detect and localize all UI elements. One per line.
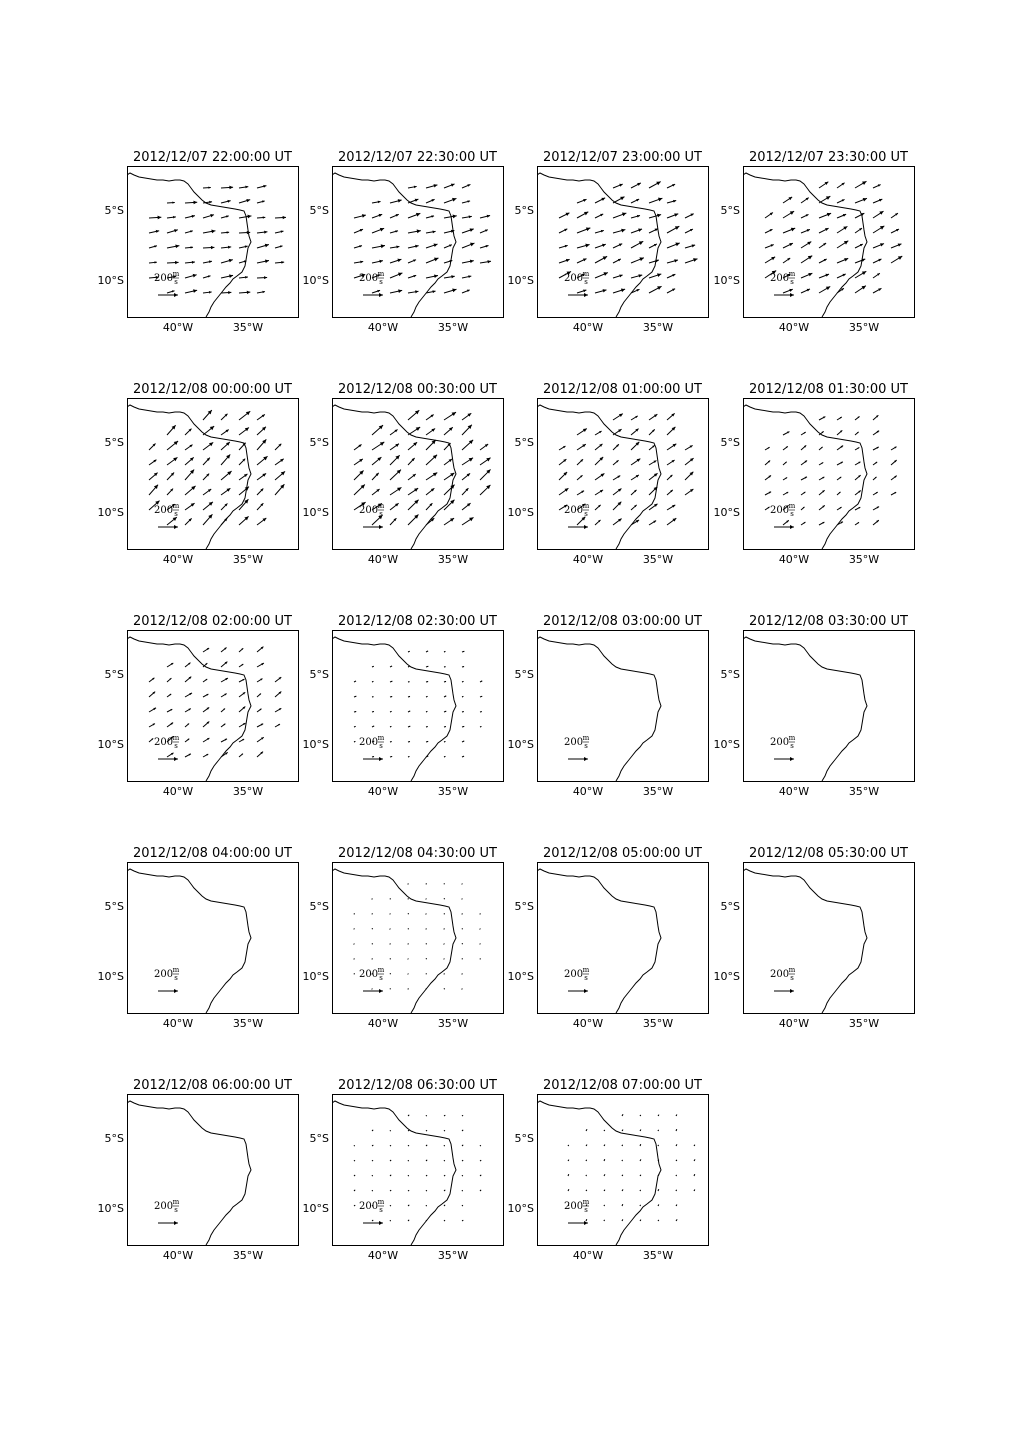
panel-title: 2012/12/08 02:00:00 UT — [132, 614, 293, 629]
quiver-key — [770, 270, 796, 297]
lon-tick-label: 35°W — [642, 553, 674, 566]
map-panel — [98, 382, 299, 566]
coastline — [127, 173, 251, 317]
lon-tick-label: 40°W — [778, 321, 810, 334]
lat-tick-label: 10°S — [97, 274, 124, 287]
svg-text:200: 200 — [770, 273, 790, 284]
lon-tick-label: 40°W — [572, 1017, 604, 1030]
svg-text:m: m — [172, 1198, 180, 1206]
lat-tick-label: 10°S — [302, 1202, 329, 1215]
lat-tick-label: 10°S — [302, 506, 329, 519]
svg-text:200: 200 — [359, 1201, 379, 1212]
panel-title: 2012/12/08 00:00:00 UT — [132, 382, 293, 397]
svg-text:s: s — [174, 278, 178, 286]
panel-frame — [744, 631, 915, 782]
lat-tick-label: 10°S — [507, 738, 534, 751]
svg-text:200: 200 — [770, 505, 790, 516]
svg-text:200: 200 — [154, 737, 174, 748]
coastline — [127, 405, 251, 549]
svg-text:s: s — [379, 974, 383, 982]
lat-tick-label: 5°S — [104, 900, 124, 913]
panel-title: 2012/12/08 00:30:00 UT — [337, 382, 498, 397]
lat-tick-label: 5°S — [104, 668, 124, 681]
lon-tick-label: 35°W — [848, 553, 880, 566]
svg-text:s: s — [379, 278, 383, 286]
lon-tick-label: 35°W — [848, 1017, 880, 1030]
lat-tick-label: 5°S — [309, 204, 329, 217]
svg-text:s: s — [790, 278, 794, 286]
quiver-key — [564, 966, 590, 993]
svg-text:m: m — [582, 1198, 590, 1206]
panel-frame — [128, 631, 299, 782]
lat-tick-label: 10°S — [713, 738, 740, 751]
lon-tick-label: 40°W — [367, 321, 399, 334]
lon-tick-label: 35°W — [232, 1017, 264, 1030]
quiver-key — [564, 1198, 590, 1225]
lon-tick-label: 40°W — [162, 1017, 194, 1030]
lon-tick-label: 35°W — [642, 785, 674, 798]
lat-tick-label: 10°S — [507, 506, 534, 519]
panel-title: 2012/12/08 04:00:00 UT — [132, 846, 293, 861]
svg-text:s: s — [174, 742, 178, 750]
panel-title: 2012/12/08 05:30:00 UT — [748, 846, 909, 861]
lon-tick-label: 35°W — [232, 321, 264, 334]
coastline — [127, 869, 251, 1013]
svg-text:s: s — [379, 1206, 383, 1214]
lat-tick-label: 10°S — [507, 970, 534, 983]
quiver-key — [154, 966, 180, 993]
lon-tick-label: 35°W — [848, 321, 880, 334]
panel-title: 2012/12/08 06:30:00 UT — [337, 1078, 498, 1093]
lon-tick-label: 40°W — [367, 553, 399, 566]
svg-text:s: s — [790, 510, 794, 518]
panel-frame — [333, 1095, 504, 1246]
lat-tick-label: 5°S — [514, 900, 534, 913]
svg-text:s: s — [379, 510, 383, 518]
lon-tick-label: 40°W — [162, 321, 194, 334]
lon-tick-label: 40°W — [778, 553, 810, 566]
quiver-key — [564, 502, 590, 529]
svg-text:s: s — [584, 974, 588, 982]
svg-text:m: m — [377, 966, 385, 974]
svg-text:m: m — [172, 270, 180, 278]
quiver-key — [359, 270, 385, 297]
lat-tick-label: 10°S — [713, 506, 740, 519]
quiver-key — [564, 270, 590, 297]
lon-tick-label: 40°W — [572, 785, 604, 798]
map-panel — [508, 382, 709, 566]
map-panel — [714, 150, 915, 334]
svg-text:200: 200 — [564, 505, 584, 516]
svg-text:200: 200 — [359, 505, 379, 516]
panel-frame — [538, 1095, 709, 1246]
svg-text:m: m — [377, 270, 385, 278]
panel-frame — [128, 167, 299, 318]
lat-tick-label: 5°S — [104, 1132, 124, 1145]
panel-frame — [333, 167, 504, 318]
panel-frame — [744, 167, 915, 318]
panel-frame — [128, 863, 299, 1014]
lon-tick-label: 40°W — [572, 553, 604, 566]
svg-text:m: m — [377, 1198, 385, 1206]
svg-text:m: m — [582, 966, 590, 974]
quiver-key — [359, 1198, 385, 1225]
coastline — [332, 173, 456, 317]
lat-tick-label: 5°S — [309, 436, 329, 449]
svg-text:m: m — [172, 502, 180, 510]
panel-title: 2012/12/07 22:00:00 UT — [132, 150, 293, 165]
lon-tick-label: 35°W — [437, 553, 469, 566]
svg-text:200: 200 — [770, 969, 790, 980]
lon-tick-label: 35°W — [437, 785, 469, 798]
lon-tick-label: 40°W — [778, 1017, 810, 1030]
lat-tick-label: 5°S — [309, 668, 329, 681]
lon-tick-label: 35°W — [642, 1249, 674, 1262]
svg-text:200: 200 — [154, 1201, 174, 1212]
lon-tick-label: 40°W — [367, 1017, 399, 1030]
lat-tick-label: 10°S — [97, 738, 124, 751]
panel-frame — [538, 167, 709, 318]
svg-text:m: m — [788, 734, 796, 742]
svg-text:200: 200 — [770, 737, 790, 748]
coastline — [537, 869, 661, 1013]
lat-tick-label: 5°S — [720, 900, 740, 913]
lon-tick-label: 40°W — [162, 785, 194, 798]
lon-tick-label: 40°W — [162, 1249, 194, 1262]
panel-frame — [333, 399, 504, 550]
quiver-key — [154, 270, 180, 297]
lat-tick-label: 10°S — [302, 274, 329, 287]
svg-text:s: s — [790, 742, 794, 750]
panel-frame — [538, 399, 709, 550]
panel-frame — [744, 399, 915, 550]
map-panel — [303, 1078, 504, 1262]
lat-tick-label: 5°S — [720, 668, 740, 681]
lat-tick-label: 10°S — [302, 738, 329, 751]
map-panel — [508, 614, 709, 798]
lon-tick-label: 40°W — [162, 553, 194, 566]
lon-tick-label: 40°W — [572, 1249, 604, 1262]
svg-text:m: m — [788, 502, 796, 510]
svg-text:m: m — [582, 734, 590, 742]
svg-text:200: 200 — [564, 969, 584, 980]
coastline — [743, 869, 867, 1013]
coastline — [332, 637, 456, 781]
svg-text:s: s — [174, 974, 178, 982]
panel-title: 2012/12/08 06:00:00 UT — [132, 1078, 293, 1093]
panel-frame — [333, 631, 504, 782]
coastline — [127, 1101, 251, 1245]
lat-tick-label: 10°S — [713, 970, 740, 983]
panel-frame — [744, 863, 915, 1014]
panel-title: 2012/12/08 05:00:00 UT — [542, 846, 703, 861]
svg-text:m: m — [582, 502, 590, 510]
panel-title: 2012/12/08 04:30:00 UT — [337, 846, 498, 861]
lat-tick-label: 10°S — [507, 274, 534, 287]
lat-tick-label: 5°S — [309, 900, 329, 913]
lat-tick-label: 5°S — [309, 1132, 329, 1145]
map-panel — [303, 382, 504, 566]
svg-text:200: 200 — [359, 969, 379, 980]
lat-tick-label: 5°S — [514, 1132, 534, 1145]
quiver-key — [770, 502, 796, 529]
map-panel — [98, 614, 299, 798]
panel-frame — [128, 1095, 299, 1246]
coastline — [332, 405, 456, 549]
lon-tick-label: 35°W — [232, 553, 264, 566]
quiver-key — [359, 734, 385, 761]
quiver-key — [154, 502, 180, 529]
lat-tick-label: 5°S — [720, 436, 740, 449]
lat-tick-label: 5°S — [514, 436, 534, 449]
lat-tick-label: 5°S — [104, 436, 124, 449]
svg-text:200: 200 — [154, 505, 174, 516]
svg-text:m: m — [172, 734, 180, 742]
svg-text:s: s — [584, 742, 588, 750]
lon-tick-label: 40°W — [367, 785, 399, 798]
panel-title: 2012/12/08 03:30:00 UT — [748, 614, 909, 629]
map-panel — [714, 382, 915, 566]
panel-title: 2012/12/08 01:30:00 UT — [748, 382, 909, 397]
lon-tick-label: 40°W — [572, 321, 604, 334]
svg-text:s: s — [790, 974, 794, 982]
panel-title: 2012/12/08 03:00:00 UT — [542, 614, 703, 629]
quiver-key — [564, 734, 590, 761]
lon-tick-label: 35°W — [437, 1249, 469, 1262]
lon-tick-label: 40°W — [778, 785, 810, 798]
svg-text:s: s — [584, 1206, 588, 1214]
svg-text:m: m — [172, 966, 180, 974]
map-panel — [508, 846, 709, 1030]
svg-text:200: 200 — [359, 273, 379, 284]
lat-tick-label: 10°S — [302, 970, 329, 983]
quiver-key — [359, 502, 385, 529]
quiver-key — [154, 734, 180, 761]
map-panel — [98, 150, 299, 334]
coastline — [332, 869, 456, 1013]
svg-text:200: 200 — [564, 1201, 584, 1212]
panel-frame — [538, 863, 709, 1014]
lon-tick-label: 35°W — [437, 321, 469, 334]
svg-text:s: s — [584, 510, 588, 518]
svg-text:m: m — [377, 502, 385, 510]
lon-tick-label: 35°W — [642, 1017, 674, 1030]
map-panel — [714, 846, 915, 1030]
svg-text:200: 200 — [154, 273, 174, 284]
map-panel — [98, 846, 299, 1030]
svg-text:200: 200 — [359, 737, 379, 748]
map-panel — [303, 614, 504, 798]
lat-tick-label: 10°S — [97, 1202, 124, 1215]
lat-tick-label: 5°S — [514, 668, 534, 681]
lat-tick-label: 10°S — [97, 970, 124, 983]
lat-tick-label: 5°S — [514, 204, 534, 217]
panel-title: 2012/12/07 23:00:00 UT — [542, 150, 703, 165]
svg-text:s: s — [174, 510, 178, 518]
panel-title: 2012/12/08 07:00:00 UT — [542, 1078, 703, 1093]
coastline — [332, 1101, 456, 1245]
svg-text:m: m — [582, 270, 590, 278]
panel-title: 2012/12/07 23:30:00 UT — [748, 150, 909, 165]
svg-text:200: 200 — [564, 737, 584, 748]
lon-tick-label: 35°W — [848, 785, 880, 798]
panel-frame — [128, 399, 299, 550]
svg-text:200: 200 — [154, 969, 174, 980]
svg-text:s: s — [584, 278, 588, 286]
map-panel — [508, 1078, 709, 1262]
svg-text:m: m — [377, 734, 385, 742]
lon-tick-label: 35°W — [642, 321, 674, 334]
coastline — [743, 637, 867, 781]
lon-tick-label: 35°W — [437, 1017, 469, 1030]
map-panel — [714, 614, 915, 798]
quiver-key — [154, 1198, 180, 1225]
coastline — [537, 1101, 661, 1245]
svg-text:s: s — [379, 742, 383, 750]
svg-text:m: m — [788, 270, 796, 278]
map-panel — [508, 150, 709, 334]
panel-frame — [538, 631, 709, 782]
panel-title: 2012/12/08 02:30:00 UT — [337, 614, 498, 629]
map-panel — [303, 846, 504, 1030]
svg-text:200: 200 — [564, 273, 584, 284]
lon-tick-label: 35°W — [232, 1249, 264, 1262]
panel-title: 2012/12/07 22:30:00 UT — [337, 150, 498, 165]
svg-text:s: s — [174, 1206, 178, 1214]
quiver-key — [770, 734, 796, 761]
map-panel — [98, 1078, 299, 1262]
map-panel — [303, 150, 504, 334]
svg-text:m: m — [788, 966, 796, 974]
coastline — [537, 173, 661, 317]
lat-tick-label: 10°S — [713, 274, 740, 287]
coastline — [537, 637, 661, 781]
lat-tick-label: 5°S — [104, 204, 124, 217]
lat-tick-label: 5°S — [720, 204, 740, 217]
lat-tick-label: 10°S — [507, 1202, 534, 1215]
lon-tick-label: 40°W — [367, 1249, 399, 1262]
panel-title: 2012/12/08 01:00:00 UT — [542, 382, 703, 397]
lat-tick-label: 10°S — [97, 506, 124, 519]
panel-frame — [333, 863, 504, 1014]
lon-tick-label: 35°W — [232, 785, 264, 798]
quiver-key — [770, 966, 796, 993]
